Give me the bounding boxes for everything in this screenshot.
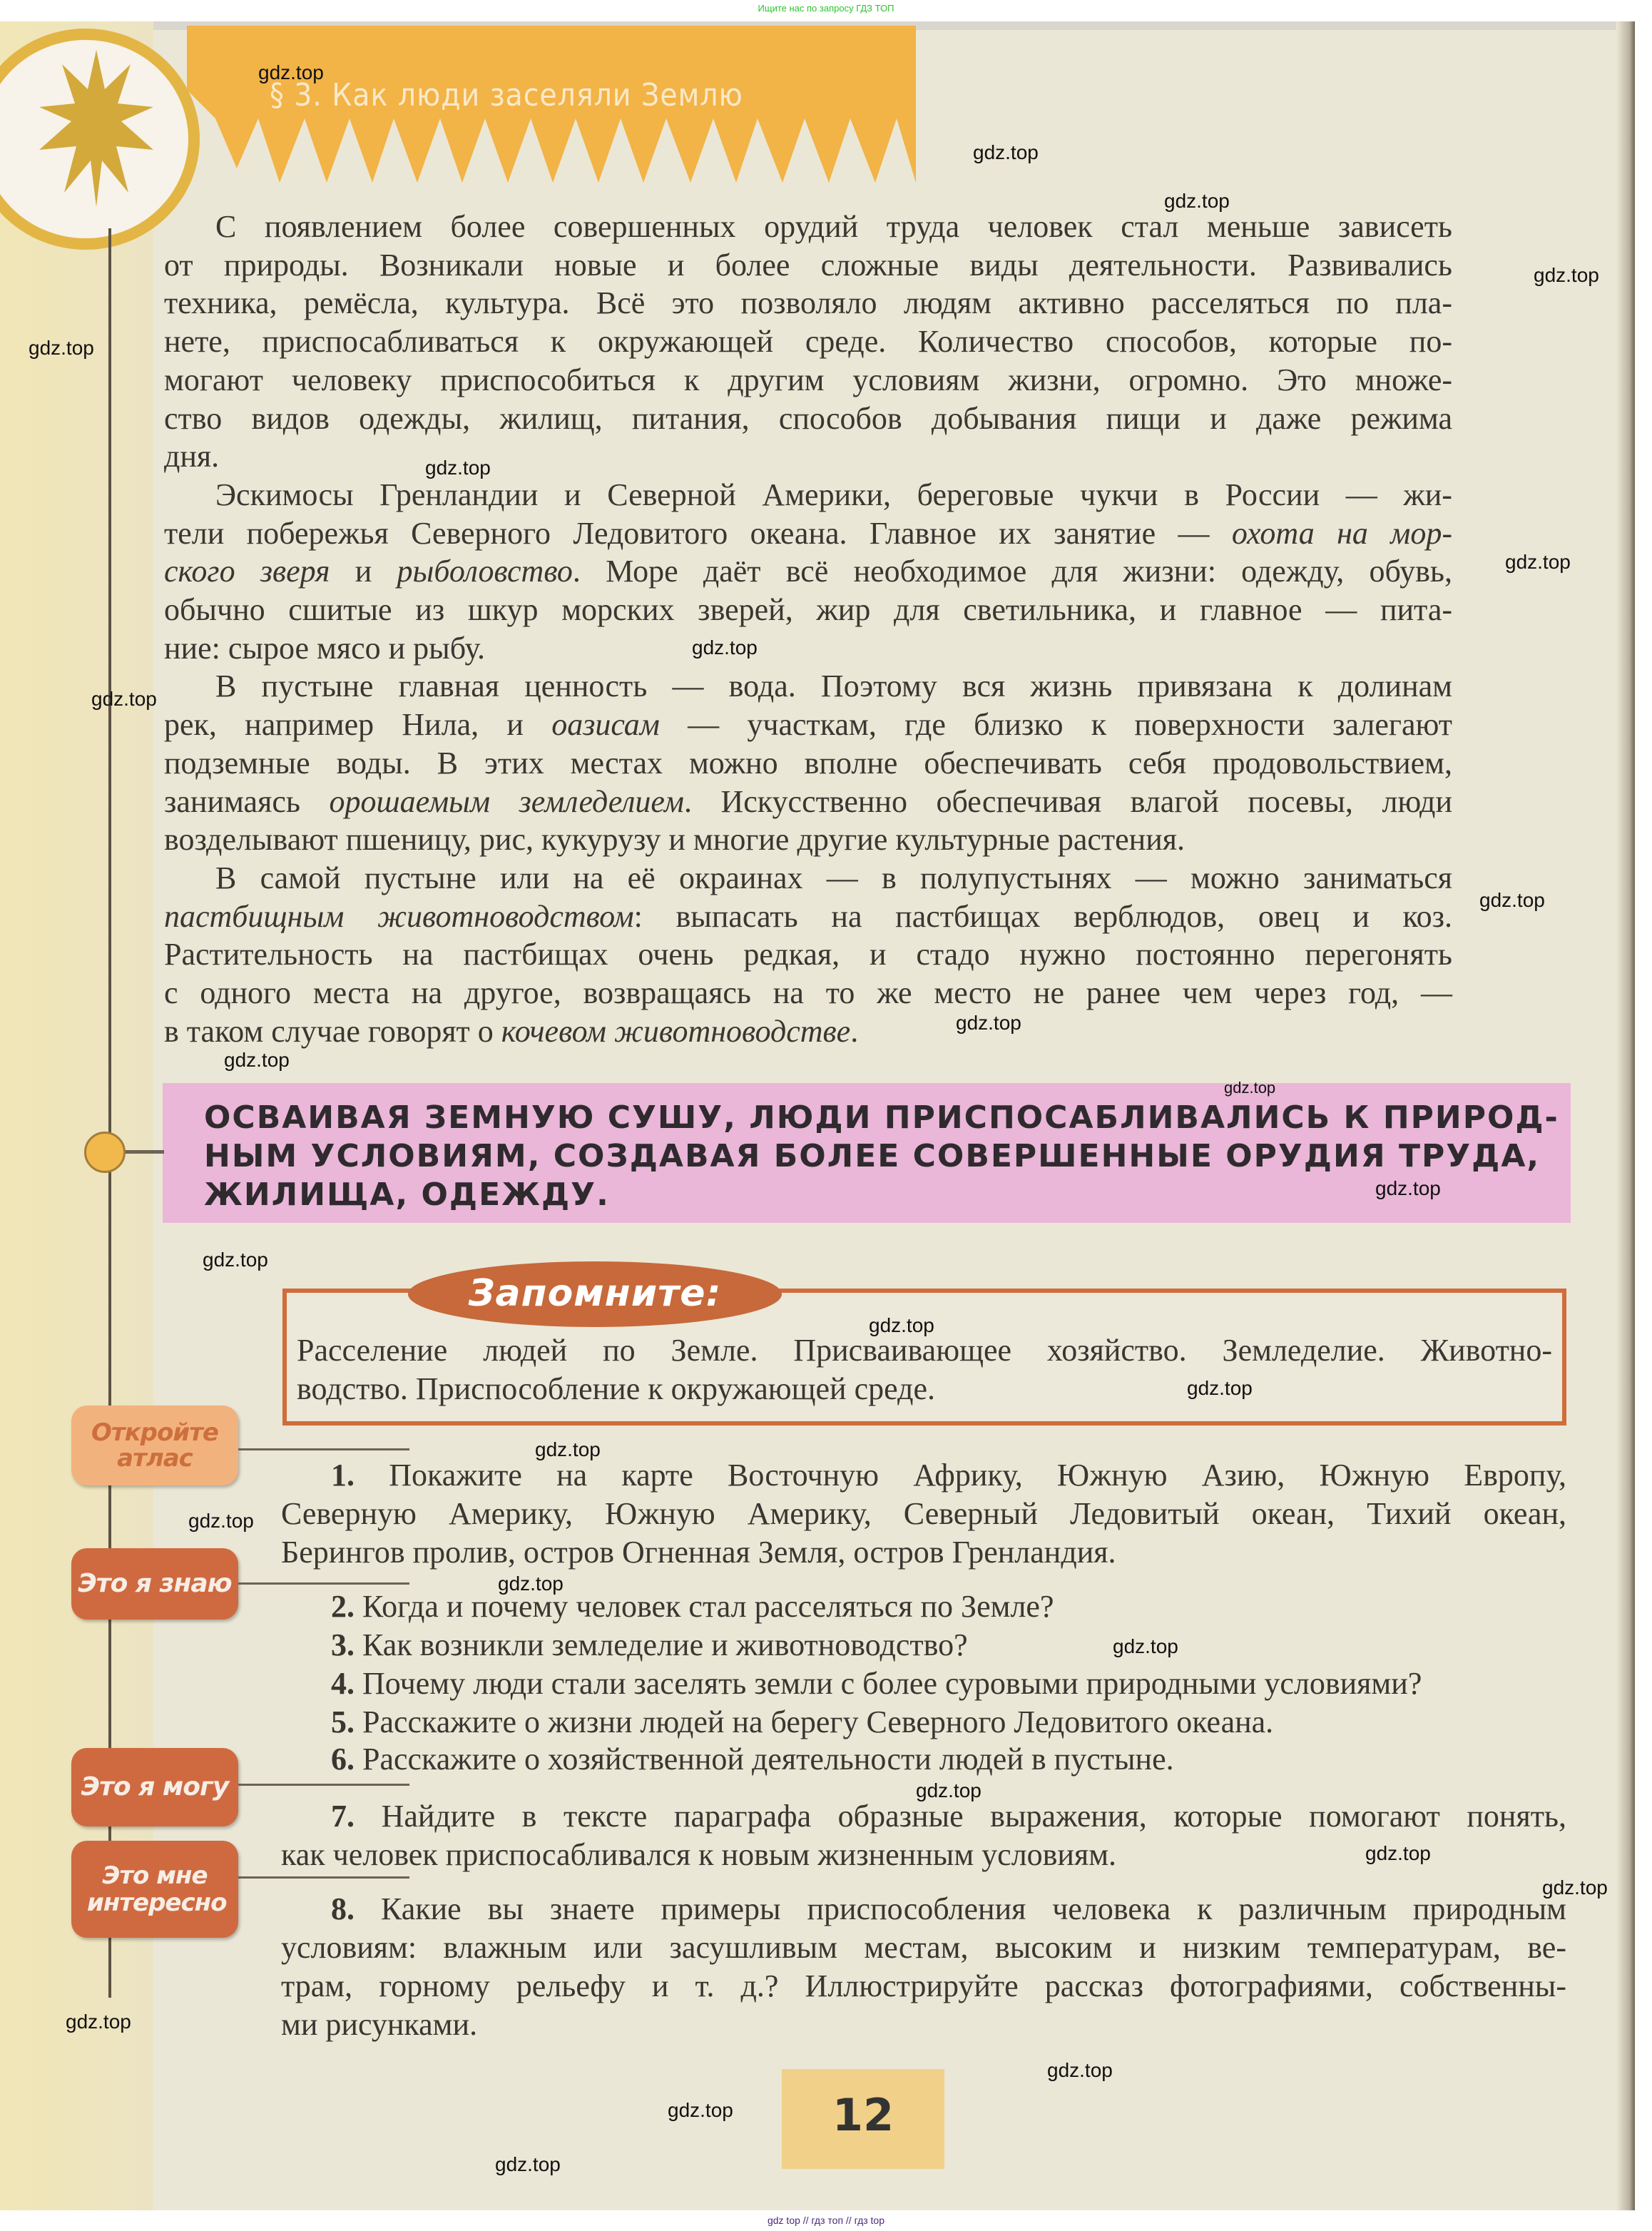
- key-idea-box: [163, 1083, 1571, 1223]
- text-line: [164, 361, 1452, 400]
- text-line: [164, 706, 1452, 744]
- text-line: [164, 935, 1452, 974]
- watermark: gdz.top: [1534, 264, 1599, 286]
- question-number: 7.: [331, 1799, 382, 1834]
- watermark: gdz.top: [66, 2011, 131, 2033]
- text-line: [164, 400, 1452, 438]
- text-segment: ОСВАИВАЯ ЗЕМНУЮ СУШУ, ЛЮДИ ПРИСПОСАБЛИВАЛИСЬ К ПРИРОД-: [204, 1099, 1559, 1136]
- text-line: [164, 322, 1452, 361]
- text-line: [281, 1495, 1566, 1533]
- question-number: 1.: [331, 1458, 389, 1493]
- watermark: gdz.top: [869, 1314, 934, 1336]
- watermark: gdz.top: [188, 1510, 254, 1532]
- text-line: [164, 667, 1452, 706]
- open-atlas-badge: Откройте атлас: [71, 1406, 238, 1485]
- watermark: gdz.top: [495, 2153, 561, 2175]
- watermark: gdz.top: [1047, 2059, 1113, 2081]
- question-1: [281, 1456, 1566, 1572]
- text-line: [164, 1012, 1452, 1051]
- timeline-dot: [84, 1132, 126, 1173]
- text-line: [281, 1797, 1566, 1836]
- remember-text: [297, 1331, 1552, 1408]
- question-8: [281, 1890, 1566, 2044]
- text-segment: подземные воды. В этих местах можно вполне обеспечивать себя продовольствием,: [164, 745, 1452, 781]
- italic-term: пастбищным животноводством: [164, 898, 634, 934]
- text-segment: могают человеку приспособиться к другим условиям жизни, огромно. Это множе-: [164, 362, 1452, 397]
- text-segment: : выпасать на пастбищах верблюдов, овец и коз.: [633, 898, 1452, 934]
- remember-title: Запомните:: [408, 1261, 782, 1327]
- italic-term: ского зверя: [164, 554, 330, 589]
- text-line: [281, 1890, 1566, 1928]
- text-line: [281, 1456, 1566, 1495]
- text-segment: Найдите в тексте параграфа образные выражения, которые помогают понять,: [381, 1799, 1566, 1834]
- text-segment: Какие вы знаете примеры приспособления человека к различным природным: [380, 1891, 1566, 1926]
- text-line: [164, 246, 1452, 285]
- i-know-badge: Это я знаю: [71, 1548, 238, 1620]
- text-line: [164, 284, 1452, 322]
- watermark: gdz.top: [203, 1249, 268, 1271]
- watermark: gdz.top: [1187, 1377, 1253, 1399]
- watermark: gdz.top: [498, 1572, 564, 1595]
- page-number: 12: [782, 2069, 944, 2169]
- text-segment: условиям: влажным или засушливым местам, высоким и низким температурам, ве-: [281, 1930, 1566, 1965]
- text-segment: В пустыне главная ценность — вода. Поэтому вся жизнь привязана к долинам: [215, 669, 1452, 704]
- text-segment: занимаясь: [164, 783, 330, 819]
- text-line: [164, 974, 1452, 1012]
- text-segment: ние: сырое мясо и рыбу.: [164, 630, 486, 666]
- text-line: [204, 1099, 1559, 1137]
- question-4: [281, 1665, 1566, 1703]
- text-line: [297, 1370, 1552, 1408]
- body-text: [164, 208, 1452, 1050]
- question-number: 6.: [331, 1742, 362, 1777]
- text-line: [297, 1331, 1552, 1370]
- text-segment: Расселение людей по Земле. Присваивающее хозяйство. Земледелие. Животно-: [297, 1333, 1552, 1368]
- badge-line: [238, 1876, 409, 1879]
- text-line: [164, 744, 1452, 783]
- watermark: gdz.top: [668, 2099, 733, 2121]
- text-segment: с одного места на другое, возвращаясь на то же место не ранее чем через год, —: [164, 975, 1452, 1011]
- text-line: [164, 898, 1452, 936]
- question-number: 8.: [331, 1891, 381, 1926]
- text-line: [164, 476, 1452, 514]
- text-segment: Как возникли земледелие и животноводство?: [362, 1627, 968, 1662]
- question-5: [281, 1703, 1566, 1742]
- text-line: [164, 514, 1452, 553]
- badge-line: [238, 1582, 409, 1585]
- text-segment: трам, горному рельефу и т. д.? Иллюстрируйте рассказ фотографиями, собственны-: [281, 1968, 1566, 2003]
- text-segment: тели побережья Северного Ледовитого океана. Главное их занятие —: [164, 515, 1232, 551]
- text-segment: от природы. Возникали новые и более сложные виды деятельности. Развивались: [164, 247, 1452, 283]
- text-segment: . Море даёт всё необходимое для жизни: одежду, обувь,: [572, 554, 1452, 589]
- text-segment: рек, например Нила, и: [164, 707, 552, 743]
- watermark: gdz.top: [1164, 190, 1230, 212]
- question-number: 2.: [331, 1589, 362, 1624]
- top-note: Ищите нас по запросу ГДЗ ТОП: [758, 3, 894, 14]
- text-line: [281, 1967, 1566, 2006]
- text-line: [281, 1703, 1566, 1742]
- badge-line: [238, 1784, 409, 1786]
- text-segment: как человек приспосабливался к новым жизненным условиям.: [281, 1837, 1117, 1872]
- text-segment: Покажите на карте Восточную Африку, Южную Азию, Южную Европу,: [389, 1458, 1567, 1493]
- question-number: 4.: [331, 1666, 362, 1701]
- text-segment: Расскажите о жизни людей на берегу Северного Ледовитого океана.: [362, 1704, 1274, 1739]
- italic-term: оазисам: [551, 707, 660, 743]
- text-segment: ми рисунками.: [281, 2007, 478, 2042]
- watermark: gdz.top: [29, 337, 94, 359]
- text-segment: обычно сшитые из шкур морских зверей, жир для светильника, и главное — пита-: [164, 592, 1452, 628]
- text-line: [281, 2006, 1566, 2044]
- textbook-page: [0, 21, 1635, 2210]
- text-segment: .: [850, 1013, 859, 1049]
- watermark: gdz.top: [1113, 1635, 1178, 1657]
- text-line: [281, 1740, 1566, 1779]
- italic-term: рыболовство: [397, 554, 573, 589]
- footer-note: gdz top // гдз топ // гдз top: [767, 2215, 885, 2226]
- text-segment: В самой пустыне или на её окраинах — в полупустынях — можно заниматься: [215, 860, 1452, 895]
- timeline-connector: [124, 1150, 164, 1154]
- watermark: gdz.top: [425, 457, 491, 479]
- text-line: [164, 859, 1452, 898]
- interesting-badge: Это мне интересно: [71, 1841, 238, 1938]
- text-line: [164, 208, 1452, 246]
- text-segment: Эскимосы Гренландии и Северной Америки, береговые чукчи в России — жи-: [215, 477, 1452, 512]
- text-line: [281, 1533, 1566, 1572]
- italic-term: охота на мор-: [1231, 515, 1452, 551]
- page-title: § 3. Как люди заселяли Землю: [270, 77, 743, 113]
- text-line: [164, 552, 1452, 591]
- watermark: gdz.top: [1479, 889, 1545, 911]
- watermark: gdz.top: [1365, 1842, 1431, 1864]
- italic-term: орошаемым земледелием: [329, 783, 684, 819]
- key-idea-text: [204, 1099, 1559, 1214]
- text-segment: С появлением более совершенных орудий труда человек стал меньше зависеть: [215, 209, 1452, 244]
- text-line: [164, 591, 1452, 629]
- text-segment: водство. Приспособление к окружающей среде.: [297, 1371, 935, 1406]
- italic-term: кочевом животноводстве: [501, 1013, 851, 1049]
- text-segment: ство видов одежды, жилищ, питания, способов добывания пищи и даже режима: [164, 400, 1452, 436]
- text-segment: Расскажите о хозяйственной деятельности людей в пустыне.: [362, 1742, 1174, 1777]
- text-segment: Растительность на пастбищах очень редкая, и стадо нужно постоянно перегонять: [164, 937, 1452, 972]
- watermark: gdz.top: [692, 636, 758, 659]
- text-line: [281, 1626, 1566, 1665]
- text-line: [204, 1137, 1541, 1176]
- watermark: gdz.top: [1375, 1177, 1441, 1199]
- text-line: [164, 437, 1452, 476]
- watermark: gdz.top: [973, 141, 1039, 163]
- text-line: [281, 1928, 1566, 1967]
- watermark: gdz.top: [224, 1049, 290, 1071]
- text-segment: техника, ремёсла, культура. Всё это позволяло людям активно расселяться по пла-: [164, 285, 1452, 321]
- text-segment: Берингов пролив, остров Огненная Земля, остров Гренландия.: [281, 1535, 1116, 1570]
- question-number: 5.: [331, 1704, 362, 1739]
- text-segment: ЖИЛИЩА, ОДЕЖДУ.: [204, 1177, 610, 1213]
- text-line: [281, 1587, 1566, 1626]
- question-6: [281, 1740, 1566, 1779]
- question-3: [281, 1626, 1566, 1665]
- text-segment: Когда и почему человек стал расселяться по Земле?: [362, 1589, 1054, 1624]
- text-segment: дня.: [164, 439, 220, 474]
- text-segment: НЫМ УСЛОВИЯМ, СОЗДАВАЯ БОЛЕЕ СОВЕРШЕННЫЕ ОРУДИЯ ТРУДА,: [204, 1138, 1541, 1174]
- text-line: [164, 783, 1452, 821]
- text-segment: и: [330, 554, 397, 589]
- watermark: gdz.top: [535, 1438, 601, 1460]
- i-can-badge: Это я могу: [71, 1748, 238, 1826]
- watermark: gdz.top: [1505, 551, 1571, 573]
- page-edge-shadow: [1616, 21, 1635, 2210]
- watermark: gdz.top: [1542, 1876, 1608, 1899]
- watermark: gdz.top: [956, 1012, 1021, 1034]
- timeline-line: [108, 228, 111, 1998]
- text-line: [281, 1665, 1566, 1703]
- watermark: gdz.top: [91, 688, 157, 710]
- watermark: gdz.top: [258, 61, 324, 83]
- text-segment: в таком случае говорят о: [164, 1013, 501, 1049]
- text-segment: Северную Америку, Южную Америку, Северный Ледовитый океан, Тихий океан,: [281, 1496, 1566, 1531]
- text-segment: . Искусственно обеспечивая влагой посевы, люди: [683, 783, 1452, 819]
- watermark: gdz.top: [916, 1779, 981, 1801]
- star-icon: [39, 50, 153, 207]
- text-line: [204, 1176, 1524, 1214]
- text-segment: возделывают пшеницу, рис, кукурузу и многие другие культурные растения.: [164, 822, 1185, 858]
- text-line: [164, 820, 1452, 859]
- text-segment: — участкам, где близко к поверхности залегают: [659, 707, 1453, 743]
- badge-line: [238, 1448, 409, 1450]
- text-segment: Почему люди стали заселять земли с более суровыми природными условиями?: [362, 1666, 1422, 1701]
- question-number: 3.: [331, 1627, 362, 1662]
- watermark: gdz.top: [1224, 1079, 1276, 1097]
- text-line: [164, 629, 1452, 668]
- text-segment: нете, приспосабливаться к окружающей среде. Количество способов, которые по-: [164, 324, 1452, 360]
- question-2: [281, 1587, 1566, 1626]
